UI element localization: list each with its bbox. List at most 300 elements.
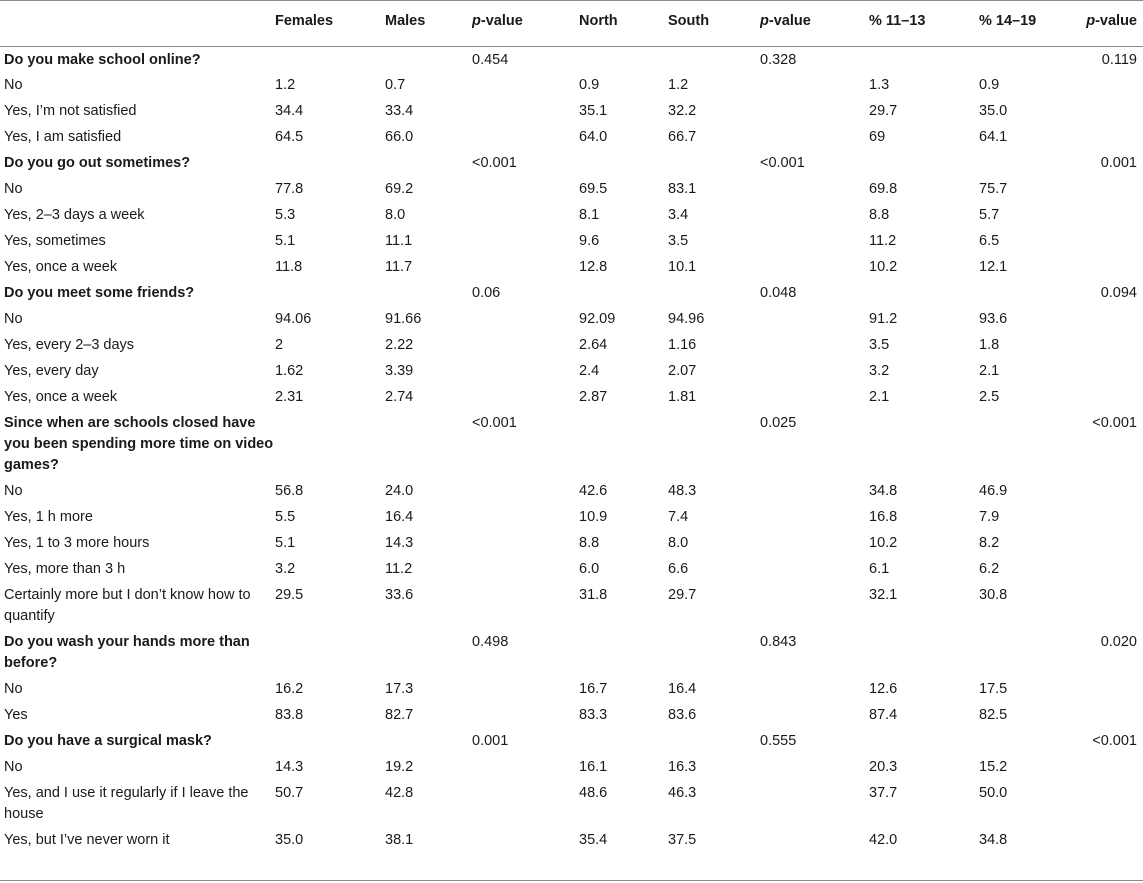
south-value: 16.3 (668, 759, 697, 775)
cell-blank (472, 702, 579, 728)
age-14-19-value: 5.7 (979, 207, 1000, 223)
cell-blank (760, 827, 869, 853)
table-row (0, 754, 1143, 780)
cell-blank (760, 384, 869, 410)
cell-blank (385, 410, 472, 478)
cell-blank (472, 72, 579, 98)
north-value: 64.0 (579, 129, 608, 145)
pvalue-cell: 0.843 (760, 634, 797, 650)
age-14-19-value: 17.5 (979, 681, 1008, 697)
section-header-row (0, 410, 1143, 478)
table-row (0, 332, 1143, 358)
north-value: 2.64 (579, 337, 608, 353)
males-value: 42.8 (385, 785, 414, 801)
cell-blank (760, 176, 869, 202)
cell-blank (1081, 202, 1143, 228)
cell-blank (979, 280, 1081, 306)
header-south: South (668, 0, 760, 46)
cell-blank (760, 530, 869, 556)
males-value: 8.0 (385, 207, 406, 223)
north-value: 48.6 (579, 785, 608, 801)
males-value: 33.6 (385, 587, 414, 603)
cell-blank (472, 582, 579, 629)
cell-blank (472, 176, 579, 202)
cell-blank (1081, 254, 1143, 280)
row-label: Yes, once a week (4, 259, 118, 275)
males-value: 3.39 (385, 363, 414, 379)
age-11-13-value: 1.3 (869, 77, 890, 93)
row-label: Since when are schools closed have you been spending more time on video games? (4, 415, 274, 473)
males-value: 17.3 (385, 681, 414, 697)
age-11-13-value: 20.3 (869, 759, 898, 775)
cell-blank (1081, 358, 1143, 384)
cell-blank (472, 124, 579, 150)
pvalue-cell: 0.06 (472, 285, 501, 301)
females-value: 16.2 (275, 681, 304, 697)
north-value: 2.87 (579, 389, 608, 405)
header-blank (0, 0, 275, 46)
table-row (0, 780, 1143, 827)
pvalue-cell: 0.001 (472, 733, 509, 749)
cell-blank (472, 754, 579, 780)
south-value: 37.5 (668, 832, 697, 848)
age-11-13-value: 10.2 (869, 259, 898, 275)
cell-blank (579, 728, 668, 754)
south-value: 1.16 (668, 337, 697, 353)
cell-blank (275, 280, 385, 306)
males-value: 11.1 (385, 233, 413, 249)
age-11-13-value: 69.8 (869, 181, 898, 197)
row-label: Yes, more than 3 h (4, 561, 126, 577)
south-value: 2.07 (668, 363, 697, 379)
cell-blank (385, 46, 472, 72)
cell-blank (1081, 306, 1143, 332)
north-value: 6.0 (579, 561, 600, 577)
males-value: 82.7 (385, 707, 414, 723)
cell-blank (760, 702, 869, 728)
females-value: 34.4 (275, 103, 304, 119)
age-14-19-value: 30.8 (979, 587, 1008, 603)
males-value: 33.4 (385, 103, 414, 119)
age-14-19-value: 35.0 (979, 103, 1008, 119)
females-value: 5.5 (275, 509, 296, 525)
males-value: 16.4 (385, 509, 414, 525)
age-14-19-value: 12.1 (979, 259, 1008, 275)
age-11-13-value: 32.1 (869, 587, 898, 603)
cell-blank (1081, 754, 1143, 780)
table-row (0, 72, 1143, 98)
males-value: 19.2 (385, 759, 414, 775)
header-row (0, 0, 1143, 46)
males-value: 38.1 (385, 832, 414, 848)
south-value: 7.4 (668, 509, 689, 525)
cell-blank (760, 306, 869, 332)
north-value: 16.1 (579, 759, 608, 775)
table-row (0, 176, 1143, 202)
females-value: 3.2 (275, 561, 296, 577)
north-value: 0.9 (579, 77, 600, 93)
pvalue-cell: <0.001 (1092, 415, 1137, 431)
age-14-19-value: 0.9 (979, 77, 1000, 93)
cell-blank (1081, 98, 1143, 124)
age-11-13-value: 8.8 (869, 207, 890, 223)
pvalue-cell: 0.094 (1100, 285, 1137, 301)
cell-blank (869, 410, 979, 478)
cell-blank (472, 98, 579, 124)
row-label: Yes, 1 to 3 more hours (4, 535, 150, 551)
cell-blank (760, 676, 869, 702)
cell-blank (275, 728, 385, 754)
cell-blank (385, 728, 472, 754)
table-row (0, 478, 1143, 504)
cell-blank (869, 629, 979, 676)
cell-blank (1081, 530, 1143, 556)
age-14-19-value: 34.8 (979, 832, 1008, 848)
table-row (0, 827, 1143, 853)
cell-blank (472, 202, 579, 228)
row-label: Do you have a surgical mask? (4, 733, 212, 749)
cell-blank (579, 46, 668, 72)
section-header-row (0, 629, 1143, 676)
age-11-13-value: 29.7 (869, 103, 898, 119)
cell-blank (1081, 228, 1143, 254)
cell-blank (1081, 780, 1143, 827)
age-14-19-value: 1.8 (979, 337, 1000, 353)
cell-blank (760, 358, 869, 384)
south-value: 83.6 (668, 707, 697, 723)
cell-blank (979, 728, 1081, 754)
cell-blank (275, 629, 385, 676)
females-value: 64.5 (275, 129, 304, 145)
age-11-13-value: 3.5 (869, 337, 890, 353)
age-11-13-value: 69 (869, 129, 886, 145)
pvalue-cell: 0.328 (760, 51, 797, 68)
cell-blank (579, 410, 668, 478)
pvalue-cell: 0.454 (472, 51, 509, 68)
header-pvalue-sex-p: p (472, 13, 481, 29)
south-value: 83.1 (668, 181, 697, 197)
females-value: 11.8 (275, 259, 303, 275)
cell-blank (668, 410, 760, 478)
south-value: 32.2 (668, 103, 697, 119)
header-pvalue-sex-suffix: -value (480, 13, 523, 29)
south-value: 1.2 (668, 77, 689, 93)
age-14-19-value: 15.2 (979, 759, 1008, 775)
north-value: 8.1 (579, 207, 600, 223)
age-14-19-value: 93.6 (979, 311, 1008, 327)
cell-blank (385, 629, 472, 676)
header-age-14-19: % 14–19 (979, 0, 1081, 46)
cell-blank (579, 150, 668, 176)
females-value: 94.06 (275, 311, 312, 327)
cell-blank (1081, 124, 1143, 150)
age-14-19-value: 8.2 (979, 535, 1000, 551)
age-14-19-value: 7.9 (979, 509, 1000, 525)
row-label: No (4, 759, 23, 775)
cell-blank (869, 150, 979, 176)
pvalue-cell: 0.025 (760, 415, 797, 431)
males-value: 11.2 (385, 561, 413, 577)
cell-blank (668, 46, 760, 72)
cell-blank (472, 306, 579, 332)
cell-blank (472, 556, 579, 582)
row-label: No (4, 681, 23, 697)
table-row (0, 676, 1143, 702)
header-pvalue-sex (472, 0, 579, 46)
north-value: 10.9 (579, 509, 608, 525)
row-label: Yes (4, 707, 28, 723)
row-label: Yes, every 2–3 days (4, 337, 135, 353)
north-value: 8.8 (579, 535, 600, 551)
age-11-13-value: 2.1 (869, 389, 890, 405)
cell-blank (275, 150, 385, 176)
table-row (0, 124, 1143, 150)
row-label: Yes, 1 h more (4, 509, 93, 525)
table-row (0, 228, 1143, 254)
south-value: 8.0 (668, 535, 689, 551)
header-pvalue-region-suffix: -value (768, 13, 811, 29)
cell-blank (760, 780, 869, 827)
cell-blank (472, 478, 579, 504)
header-pvalue-age-p: p (1086, 13, 1096, 29)
age-11-13-value: 12.6 (869, 681, 898, 697)
females-value: 5.1 (275, 535, 296, 551)
age-14-19-value: 50.0 (979, 785, 1008, 801)
cell-blank (668, 280, 760, 306)
females-value: 2.31 (275, 389, 304, 405)
row-label: No (4, 181, 23, 197)
females-value: 83.8 (275, 707, 304, 723)
cell-blank (869, 728, 979, 754)
cell-blank (760, 478, 869, 504)
table-row (0, 504, 1143, 530)
south-value: 3.5 (668, 233, 689, 249)
table-row (0, 358, 1143, 384)
pvalue-cell: 0.498 (472, 634, 509, 650)
age-14-19-value: 64.1 (979, 129, 1008, 145)
header-north: North (579, 0, 668, 46)
cell-blank (979, 150, 1081, 176)
age-11-13-value: 42.0 (869, 832, 898, 848)
north-value: 12.8 (579, 259, 608, 275)
row-label: Yes, every day (4, 363, 99, 379)
pvalue-cell: 0.020 (1100, 634, 1137, 650)
females-value: 1.2 (275, 77, 296, 93)
cell-blank (760, 754, 869, 780)
cell-blank (472, 228, 579, 254)
south-value: 6.6 (668, 561, 689, 577)
age-11-13-value: 10.2 (869, 535, 898, 551)
cell-blank (1081, 556, 1143, 582)
table-row (0, 202, 1143, 228)
south-value: 10.1 (668, 259, 697, 275)
females-value: 2 (275, 337, 284, 353)
age-14-19-value: 46.9 (979, 483, 1008, 499)
age-14-19-value: 6.2 (979, 561, 1000, 577)
age-14-19-value: 2.1 (979, 363, 1000, 379)
cell-blank (1081, 332, 1143, 358)
age-11-13-value: 11.2 (869, 233, 897, 249)
females-value: 5.3 (275, 207, 296, 223)
row-label: Yes, but I’ve never worn it (4, 832, 170, 848)
cell-blank (472, 332, 579, 358)
header-pvalue-age-suffix: -value (1095, 13, 1137, 29)
cell-blank (472, 504, 579, 530)
age-14-19-value: 6.5 (979, 233, 1000, 249)
row-label: Yes, I am satisfied (4, 129, 122, 145)
cell-blank (275, 410, 385, 478)
cell-blank (760, 504, 869, 530)
north-value: 9.6 (579, 233, 600, 249)
cell-blank (472, 384, 579, 410)
pvalue-cell: 0.001 (1100, 155, 1137, 171)
females-value: 5.1 (275, 233, 296, 249)
cell-blank (1081, 827, 1143, 853)
males-value: 91.66 (385, 311, 422, 327)
cell-blank (472, 676, 579, 702)
cell-blank (668, 728, 760, 754)
cell-blank (1081, 504, 1143, 530)
row-label: Yes, and I use it regularly if I leave the house (4, 785, 249, 822)
cell-blank (385, 150, 472, 176)
south-value: 16.4 (668, 681, 697, 697)
section-header-row (0, 150, 1143, 176)
row-label: Yes, I’m not satisfied (4, 103, 137, 119)
section-header-row (0, 46, 1143, 72)
table-row (0, 702, 1143, 728)
north-value: 31.8 (579, 587, 608, 603)
cell-blank (275, 46, 385, 72)
age-11-13-value: 91.2 (869, 311, 898, 327)
males-value: 2.22 (385, 337, 414, 353)
south-value: 66.7 (668, 129, 697, 145)
females-value: 1.62 (275, 363, 304, 379)
age-11-13-value: 34.8 (869, 483, 898, 499)
row-label: No (4, 77, 23, 93)
row-label: Do you make school online? (4, 51, 201, 68)
age-14-19-value: 2.5 (979, 389, 1000, 405)
males-value: 66.0 (385, 129, 414, 145)
age-11-13-value: 16.8 (869, 509, 898, 525)
table-row (0, 556, 1143, 582)
males-value: 24.0 (385, 483, 414, 499)
pvalue-cell: <0.001 (472, 415, 517, 431)
females-value: 29.5 (275, 587, 304, 603)
cell-blank (1081, 72, 1143, 98)
north-value: 42.6 (579, 483, 608, 499)
pvalue-cell: <0.001 (1092, 733, 1137, 749)
row-label: No (4, 483, 23, 499)
north-value: 35.1 (579, 103, 608, 119)
pvalue-cell: <0.001 (760, 155, 805, 171)
cell-blank (1081, 582, 1143, 629)
south-value: 46.3 (668, 785, 697, 801)
row-label: Do you wash your hands more than before? (4, 634, 250, 671)
pvalue-cell: 0.119 (1101, 51, 1137, 68)
table-body (0, 46, 1143, 853)
header-pvalue-region (760, 0, 869, 46)
cell-blank (979, 46, 1081, 72)
header-males: Males (385, 0, 472, 46)
header-age-11-13: % 11–13 (869, 0, 979, 46)
cell-blank (472, 827, 579, 853)
north-value: 35.4 (579, 832, 608, 848)
cell-blank (385, 280, 472, 306)
south-value: 3.4 (668, 207, 689, 223)
row-label: Do you go out sometimes? (4, 155, 191, 171)
males-value: 2.74 (385, 389, 414, 405)
header-females: Females (275, 0, 385, 46)
cell-blank (1081, 478, 1143, 504)
age-11-13-value: 6.1 (869, 561, 890, 577)
table-bottom-rule (0, 880, 1143, 881)
age-14-19-value: 75.7 (979, 181, 1008, 197)
females-value: 77.8 (275, 181, 304, 197)
row-label: Yes, once a week (4, 389, 118, 405)
males-value: 11.7 (385, 259, 413, 275)
pvalue-cell: <0.001 (472, 155, 517, 171)
pvalue-cell: 0.555 (760, 733, 797, 749)
table-row (0, 582, 1143, 629)
section-header-row (0, 280, 1143, 306)
row-label: Certainly more but I don’t know how to quantify (4, 587, 251, 624)
cell-blank (1081, 676, 1143, 702)
cell-blank (979, 410, 1081, 478)
south-value: 48.3 (668, 483, 697, 499)
cell-blank (472, 530, 579, 556)
cell-blank (760, 582, 869, 629)
cell-blank (472, 254, 579, 280)
cell-blank (760, 254, 869, 280)
section-header-row (0, 728, 1143, 754)
north-value: 2.4 (579, 363, 600, 379)
cell-blank (760, 556, 869, 582)
cell-blank (472, 780, 579, 827)
females-value: 35.0 (275, 832, 304, 848)
males-value: 14.3 (385, 535, 414, 551)
table-row (0, 530, 1143, 556)
cell-blank (979, 629, 1081, 676)
north-value: 92.09 (579, 311, 616, 327)
males-value: 0.7 (385, 77, 406, 93)
south-value: 29.7 (668, 587, 697, 603)
table-row (0, 384, 1143, 410)
row-label: No (4, 311, 23, 327)
row-label: Yes, sometimes (4, 233, 106, 249)
row-label: Yes, 2–3 days a week (4, 207, 145, 223)
cell-blank (869, 46, 979, 72)
cell-blank (760, 228, 869, 254)
table-header (0, 0, 1143, 46)
cell-blank (1081, 702, 1143, 728)
cell-blank (760, 124, 869, 150)
males-value: 69.2 (385, 181, 414, 197)
cell-blank (472, 358, 579, 384)
age-11-13-value: 3.2 (869, 363, 890, 379)
table-row (0, 254, 1143, 280)
cell-blank (579, 280, 668, 306)
south-value: 1.81 (668, 389, 697, 405)
south-value: 94.96 (668, 311, 705, 327)
header-pvalue-region-p: p (760, 13, 769, 29)
cell-blank (1081, 384, 1143, 410)
females-value: 56.8 (275, 483, 304, 499)
cell-blank (1081, 176, 1143, 202)
cell-blank (760, 202, 869, 228)
table-row (0, 306, 1143, 332)
north-value: 16.7 (579, 681, 608, 697)
cell-blank (668, 629, 760, 676)
